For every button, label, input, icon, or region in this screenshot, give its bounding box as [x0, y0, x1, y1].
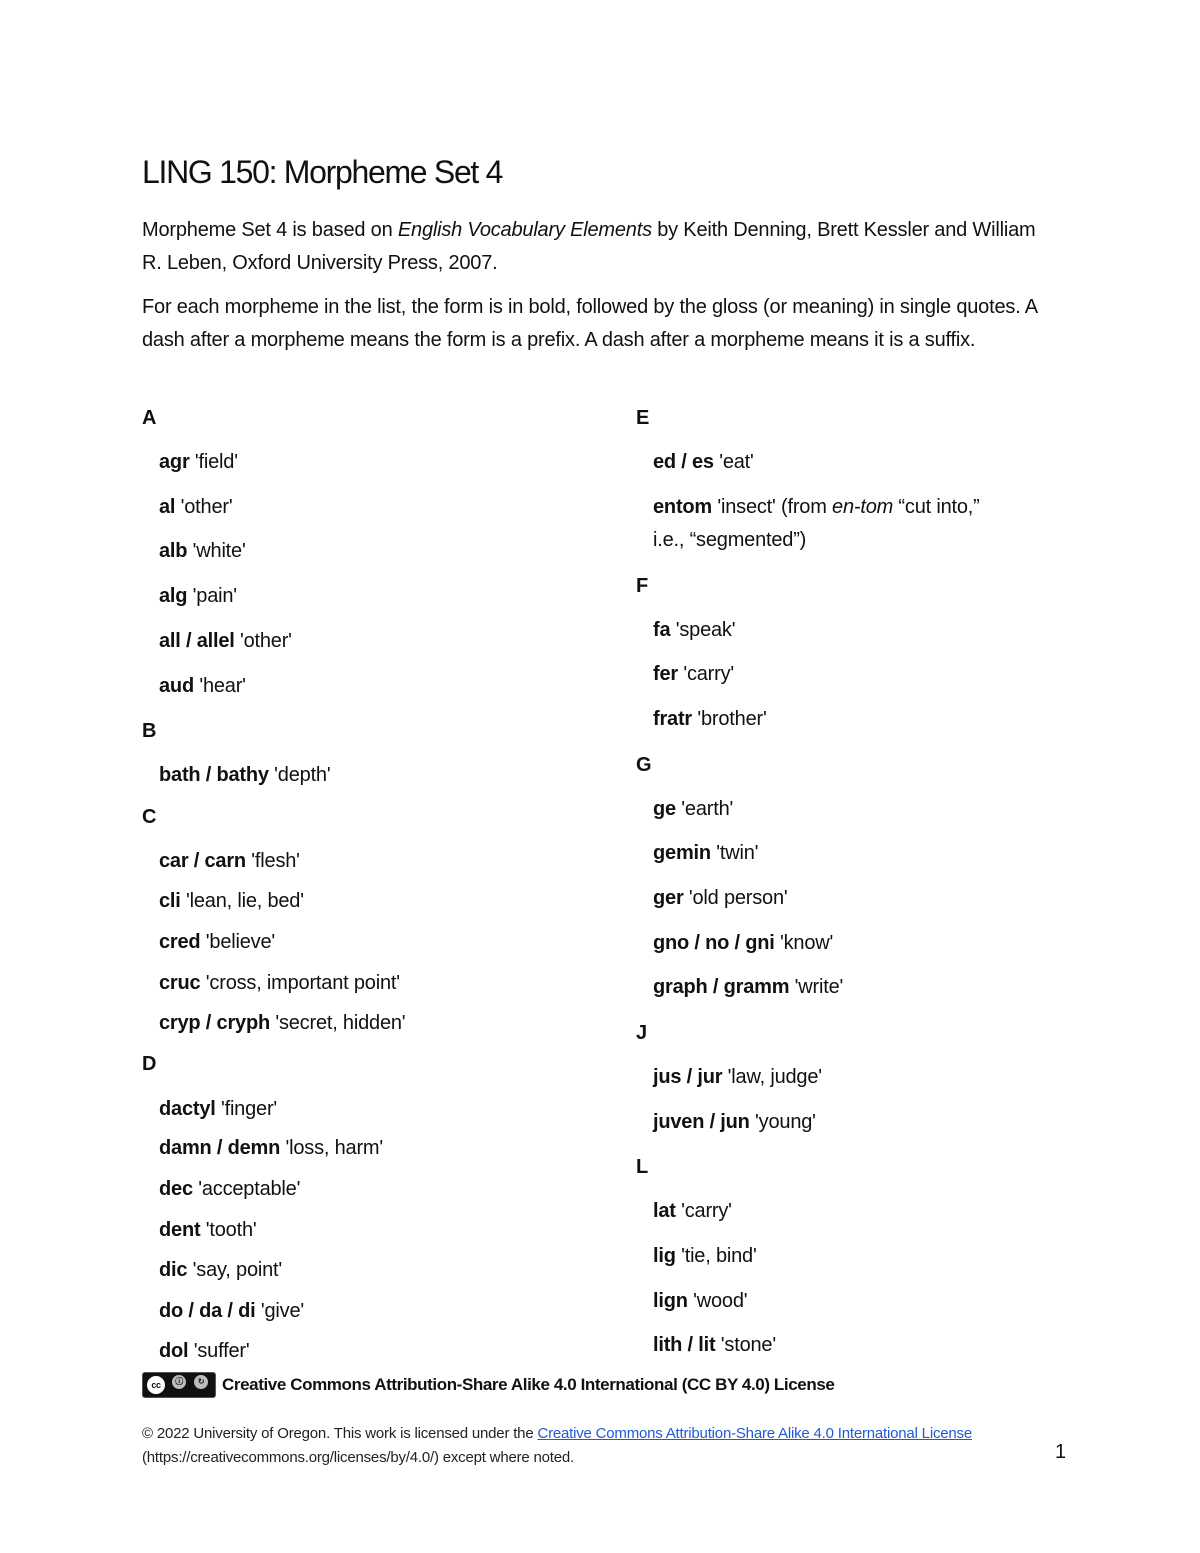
- copyright-notice: © 2022 University of Oregon. This work is licensed under the Creative Commons Attribution-Share Alike 4.0 International License (https://creativecommons.org/licenses/by/4.0/) except where noted.: [142, 1425, 972, 1466]
- list-item: jus / jur 'law, judge': [653, 1066, 822, 1088]
- list-item: lith / lit 'stone': [653, 1334, 776, 1356]
- list-item: aud 'hear': [159, 675, 246, 697]
- list-item: fa 'speak': [653, 619, 736, 641]
- list-item: dent 'tooth': [159, 1219, 257, 1241]
- list-item: entom 'insect' (from en-tom “cut into,”: [653, 496, 980, 518]
- intro-text: Morpheme Set 4 is based on: [142, 219, 398, 241]
- list-item: dactyl 'finger': [159, 1098, 278, 1120]
- list-item: fer 'carry': [653, 663, 735, 685]
- list-item: ger 'old person': [653, 887, 788, 909]
- page-number: 1: [1055, 1441, 1067, 1463]
- list-item: lig 'tie, bind': [653, 1245, 757, 1267]
- list-item-continuation: i.e., “segmented”): [653, 529, 807, 551]
- list-item: cred 'believe': [159, 931, 276, 953]
- intro-text: by Keith Denning, Brett Kessler and William R. Leben, Oxford University Press, 2007.: [142, 219, 1036, 274]
- section-letter-c: C: [142, 806, 157, 828]
- list-item: cryp / cryph 'secret, hidden': [159, 1012, 406, 1034]
- license-line: [142, 1372, 834, 1398]
- list-item: lign 'wood': [653, 1290, 748, 1312]
- list-item: lat 'carry': [653, 1200, 732, 1222]
- list-item: all / allel 'other': [159, 630, 292, 652]
- intro-paragraph-1: [142, 214, 1052, 280]
- section-letter-e: E: [636, 407, 650, 429]
- license-text: Creative Commons Attribution-Share Alike 4.0 International (CC BY 4.0) License: [222, 1375, 835, 1394]
- cc-by-sa-icon[interactable]: cc ⓘ ↻: [142, 1372, 216, 1398]
- list-item: ge 'earth': [653, 798, 734, 820]
- book-title: English Vocabulary Elements: [397, 219, 652, 241]
- list-item: alb 'white': [159, 540, 246, 562]
- list-item: fratr 'brother': [653, 708, 767, 730]
- list-item: juven / jun 'young': [653, 1111, 816, 1133]
- section-letter-f: F: [636, 575, 649, 597]
- list-item: bath / bathy 'depth': [159, 764, 331, 786]
- page-title: LING 150: Morpheme Set 4: [142, 154, 503, 190]
- list-item: ed / es 'eat': [653, 451, 754, 473]
- list-item: dec 'acceptable': [159, 1178, 301, 1200]
- section-letter-l: L: [636, 1156, 649, 1178]
- list-item: cli 'lean, lie, bed': [159, 890, 304, 912]
- section-letter-a: A: [142, 407, 157, 429]
- list-item: al 'other': [159, 496, 233, 518]
- section-letter-d: D: [142, 1053, 157, 1075]
- list-item: damn / demn 'loss, harm': [159, 1137, 383, 1159]
- license-link[interactable]: Creative Commons Attribution-Share Alike 4.0 International License: [537, 1425, 972, 1442]
- list-item: gemin 'twin': [653, 842, 759, 864]
- list-item: dol 'suffer': [159, 1340, 250, 1362]
- list-item: alg 'pain': [159, 585, 237, 607]
- section-letter-g: G: [636, 754, 652, 776]
- intro-paragraph-2: For each morpheme in the list, the form is in bold, followed by the gloss (or meaning) in single quotes. A dash after a morpheme means the form is a prefix. A dash after a morpheme means it is a suffix.: [142, 296, 1037, 351]
- list-item: do / da / di 'give': [159, 1300, 304, 1322]
- list-item: car / carn 'flesh': [159, 850, 300, 872]
- list-item: dic 'say, point': [159, 1259, 283, 1281]
- intro: [142, 214, 1052, 368]
- list-item: gno / no / gni 'know': [653, 932, 834, 954]
- section-letter-j: J: [636, 1022, 648, 1044]
- list-item: graph / gramm 'write': [653, 976, 844, 998]
- list-item: cruc 'cross, important point': [159, 972, 400, 994]
- section-letter-b: B: [142, 720, 157, 742]
- list-item: agr 'field': [159, 451, 238, 473]
